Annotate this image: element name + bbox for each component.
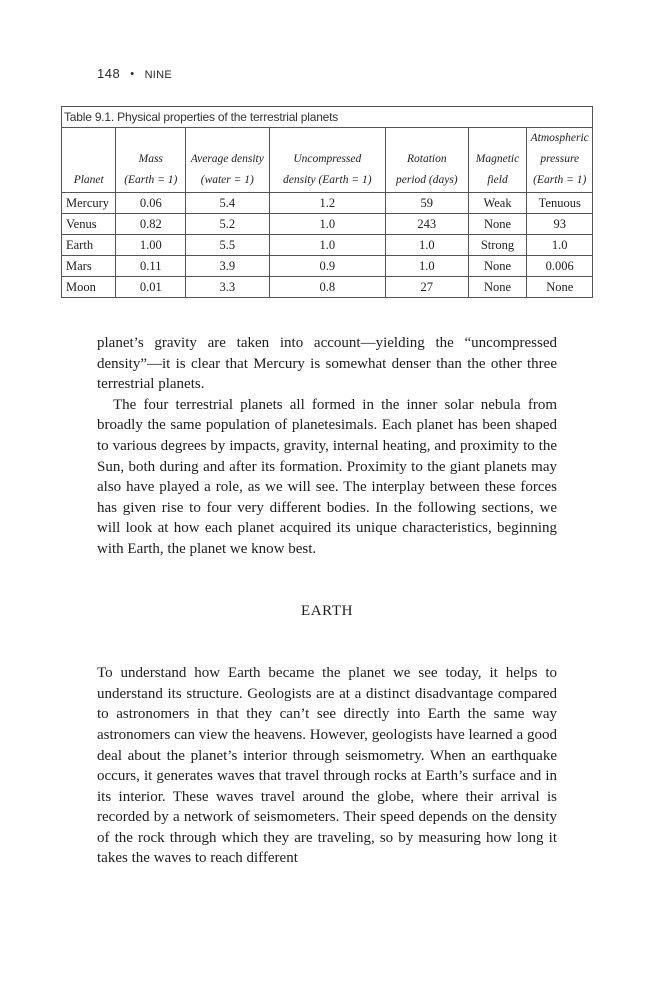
cell-mass: 0.11 — [116, 256, 186, 277]
cell-planet: Mars — [62, 256, 116, 277]
cell-rotation-period: 59 — [386, 193, 469, 214]
cell-average-density: 5.2 — [186, 214, 270, 235]
cell-mass: 0.06 — [116, 193, 186, 214]
paragraph: The four terrestrial planets all formed in the inner solar nebula from broadly the same population of planetesimals. Each planet has been shaped to various degrees by impacts, gravity, internal heating, and proximity to the Sun, both during and after its formation. Proximity to the giant planets may also have played a role, as we will see. The interplay between these forces has given rise to four very different bodies. In the following sections, we will look at how each planet acquired its unique characteristics, beginning with Earth, the planet we know best. — [97, 396, 557, 557]
chapter-name: NINE — [144, 69, 173, 81]
properties-table-box — [61, 106, 593, 298]
running-head — [97, 66, 172, 81]
cell-rotation-period: 27 — [386, 277, 469, 298]
table-row — [62, 277, 592, 298]
cell-uncompressed-density: 1.0 — [269, 235, 385, 256]
page-number: 148 — [97, 66, 121, 81]
table-row — [62, 193, 592, 214]
cell-atmospheric-pressure: 93 — [527, 214, 592, 235]
cell-planet: Venus — [62, 214, 116, 235]
header-planet: Planet — [62, 128, 116, 193]
cell-atmospheric-pressure: 1.0 — [527, 235, 592, 256]
cell-uncompressed-density: 0.9 — [269, 256, 385, 277]
cell-magnetic-field: None — [468, 277, 527, 298]
cell-planet: Moon — [62, 277, 116, 298]
cell-uncompressed-density: 1.2 — [269, 193, 385, 214]
cell-atmospheric-pressure: None — [546, 280, 574, 294]
header-atmospheric-pressure: Atmospheric pressure (Earth = 1) — [527, 128, 592, 193]
cell-atmospheric-pressure: 0.006 — [527, 256, 592, 277]
cell-atmospheric-pressure: Tenuous — [527, 193, 592, 214]
cell-average-density: 3.3 — [186, 277, 270, 298]
cell-magnetic-field: Strong — [468, 235, 527, 256]
cell-mass: 1.00 — [116, 235, 186, 256]
cell-average-density: 3.9 — [186, 256, 270, 277]
cell-magnetic-field: None — [468, 256, 527, 277]
body-text — [97, 333, 557, 869]
bullet-separator: • — [130, 68, 135, 80]
table-header-row — [62, 128, 592, 193]
cell-uncompressed-density: 1.0 — [269, 214, 385, 235]
section-heading: EARTH — [300, 602, 354, 619]
cell-magnetic-field: Weak — [468, 193, 527, 214]
header-rotation-period: Rotation period (days) — [386, 128, 469, 193]
cell-rotation-period: 243 — [386, 214, 469, 235]
properties-table — [62, 128, 592, 297]
cell-uncompressed-density: 0.8 — [269, 277, 385, 298]
header-magnetic-field: Magnetic field — [468, 128, 527, 193]
cell-planet: Earth — [62, 235, 116, 256]
paragraph-continuation: planet’s gravity are taken into account—yielding the “uncompressed density”—it is clear that Mercury is somewhat denser than the other three terrestrial planets. — [97, 335, 557, 393]
table-row — [62, 235, 592, 256]
table-caption: Table 9.1. Physical properties of the terrestrial planets — [62, 107, 592, 128]
header-mass: Mass (Earth = 1) — [116, 128, 186, 193]
cell-magnetic-field: None — [468, 214, 527, 235]
cell-average-density: 5.4 — [186, 193, 270, 214]
section-paragraph: To understand how Earth became the planet we see today, it helps to understand its structure. Geologists are at a distinct disadvantage compared to astronomers in that they can’t see directly into Earth the same way astronomers can view the heavens. However, geologists have learned a good deal about the planet’s interior through seismometry. When an earthquake occurs, it generates waves that travel through rocks at Earth’s surface and in its interior. These waves travel around the globe, where their arrival is recorded by a network of seismometers. Their speed depends on the density of the rock through which they are traveling, so by measuring how long it takes the waves to reach different — [97, 665, 557, 867]
cell-rotation-period: 1.0 — [386, 235, 469, 256]
header-average-density: Average density (water = 1) — [186, 128, 270, 193]
cell-rotation-period: 1.0 — [386, 256, 469, 277]
cell-average-density: 5.5 — [186, 235, 270, 256]
header-uncompressed-density: Uncompressed density (Earth = 1) — [269, 128, 385, 193]
cell-mass: 0.82 — [116, 214, 186, 235]
table-row — [62, 214, 592, 235]
cell-mass: 0.01 — [116, 277, 186, 298]
cell-planet: Mercury — [62, 193, 116, 214]
table-row — [62, 256, 592, 277]
